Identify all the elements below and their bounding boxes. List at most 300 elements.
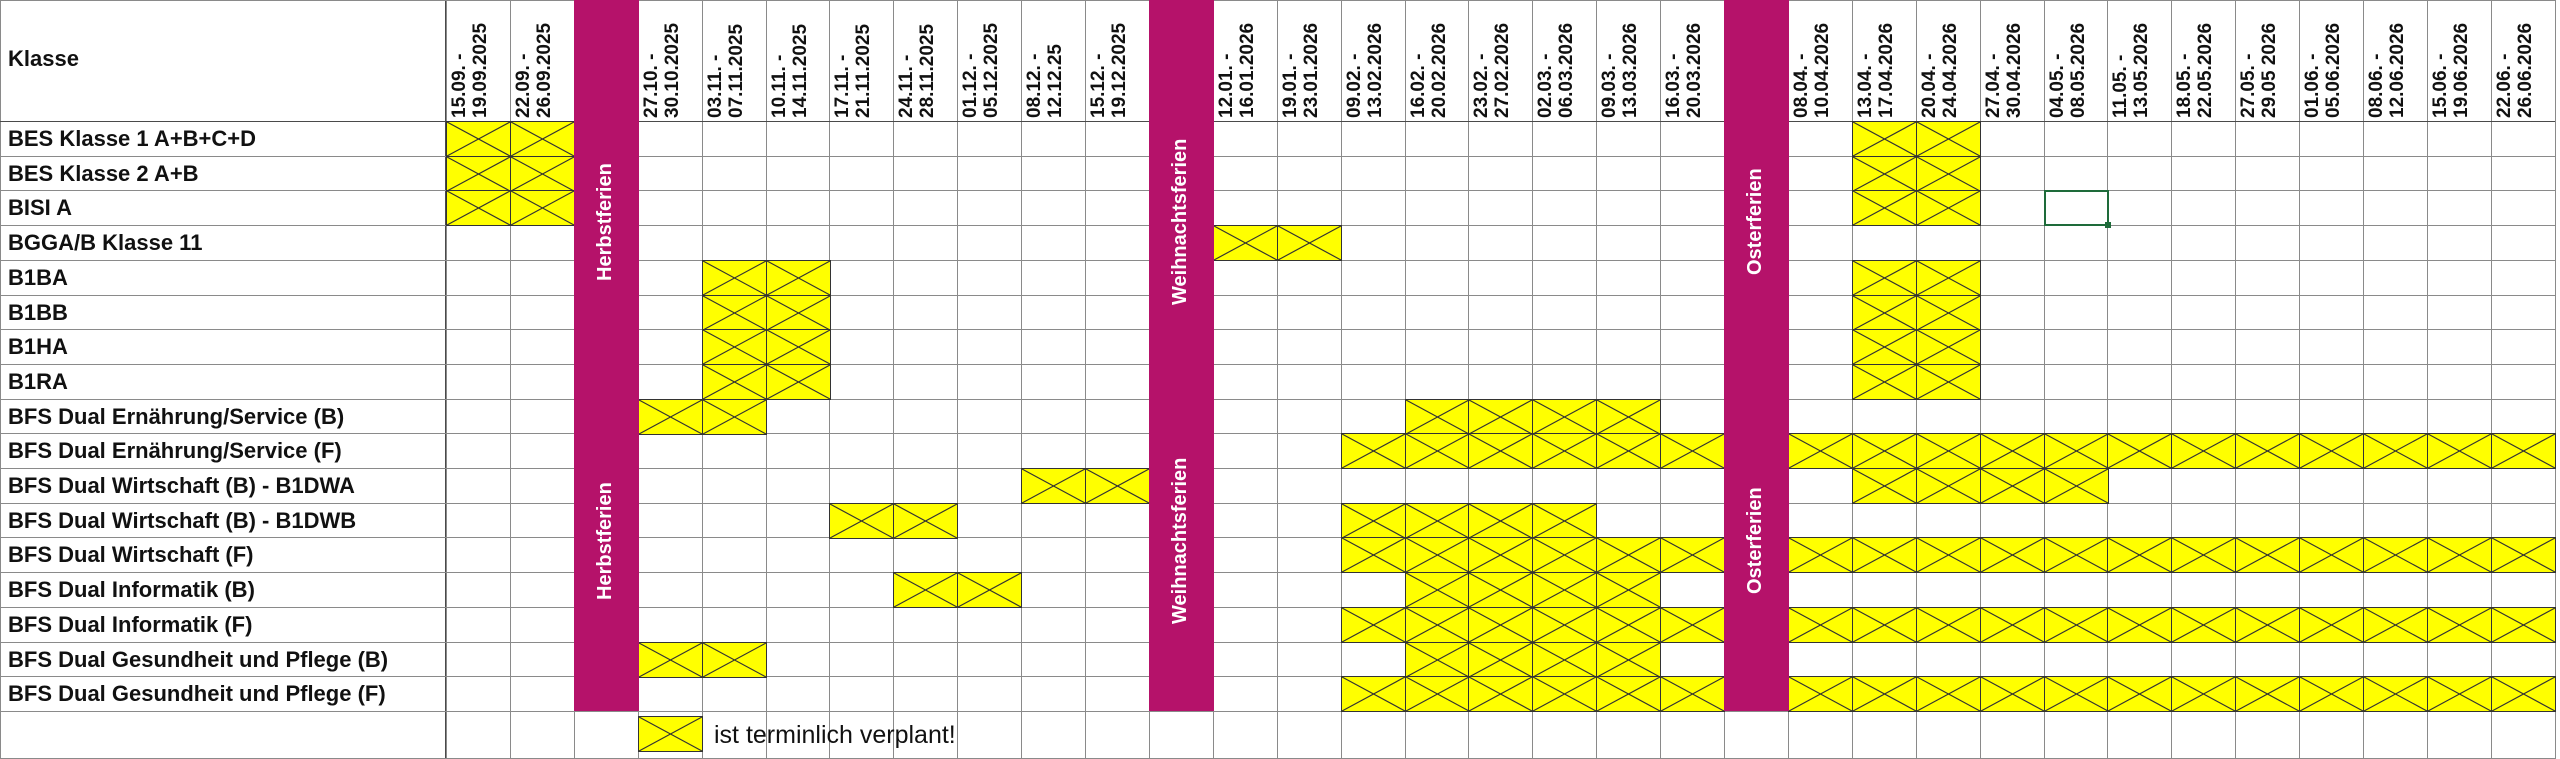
scheduled-cell[interactable] — [446, 156, 511, 192]
scheduled-cell[interactable] — [1852, 329, 1917, 365]
scheduled-cell[interactable] — [1596, 399, 1661, 435]
column-header-line: 26.09.2025 — [533, 22, 555, 118]
cross-pattern-icon — [1917, 608, 1980, 642]
scheduled-cell[interactable] — [1341, 503, 1406, 539]
column-header[interactable] — [1664, 6, 1722, 118]
scheduled-cell[interactable] — [2044, 468, 2109, 504]
scheduled-cell[interactable] — [1532, 572, 1597, 608]
scheduled-cell[interactable] — [1596, 572, 1661, 608]
cross-pattern-icon — [1853, 434, 1916, 468]
column-header[interactable] — [450, 6, 508, 118]
holiday-column[interactable] — [574, 0, 639, 711]
cross-pattern-icon — [1342, 504, 1405, 538]
scheduled-cell[interactable] — [2044, 433, 2109, 469]
cross-pattern-icon — [1789, 538, 1852, 572]
column-header-line: 14.11.2025 — [789, 23, 811, 118]
cross-pattern-icon — [2108, 677, 2171, 711]
scheduled-cell[interactable] — [1532, 399, 1597, 435]
row-label[interactable]: B1HA — [8, 334, 68, 359]
scheduled-cell[interactable] — [1596, 433, 1661, 469]
scheduled-cell[interactable] — [2299, 676, 2364, 712]
column-header-line: 15.12. - — [1088, 53, 1109, 118]
column-header-line: 19.12.2025 — [1108, 22, 1130, 118]
column-header[interactable] — [1536, 6, 1594, 118]
row-label[interactable]: BFS Dual Ernährung/Service (B) — [8, 404, 345, 429]
scheduled-cell[interactable] — [1916, 190, 1981, 226]
cross-pattern-icon — [1406, 677, 1469, 711]
scheduled-cell[interactable] — [2363, 607, 2428, 643]
scheduled-cell[interactable] — [1532, 607, 1597, 643]
column-header[interactable] — [1345, 6, 1403, 118]
cross-pattern-icon — [1917, 677, 1980, 711]
column-header[interactable] — [2048, 6, 2106, 118]
column-header-line: 12.06.2026 — [2386, 22, 2408, 118]
column-header[interactable] — [514, 6, 572, 118]
scheduled-cell[interactable] — [1468, 399, 1533, 435]
scheduled-cell[interactable] — [1660, 433, 1725, 469]
column-header[interactable] — [2239, 6, 2297, 118]
cross-pattern-icon — [1533, 643, 1596, 677]
cross-pattern-icon — [2300, 538, 2363, 572]
scheduled-cell[interactable] — [2107, 607, 2172, 643]
scheduled-cell[interactable] — [1980, 607, 2045, 643]
cross-pattern-icon — [2428, 677, 2491, 711]
row-label[interactable]: BFS Dual Informatik (B) — [8, 577, 255, 602]
scheduled-cell[interactable] — [1405, 642, 1470, 678]
column-header-line: 22.06. - — [2494, 53, 2515, 118]
column-header[interactable] — [2303, 6, 2361, 118]
scheduled-cell[interactable] — [2107, 433, 2172, 469]
legend-text: ist terminlich verplant! — [714, 721, 956, 749]
scheduled-cell[interactable] — [829, 503, 894, 539]
row-label[interactable]: BFS Dual Wirtschaft (B) - B1DWA — [8, 473, 355, 498]
cross-pattern-icon — [1917, 191, 1980, 225]
row-label[interactable]: BES Klasse 2 A+B — [8, 161, 199, 186]
column-header-line: 27.04. - — [1983, 53, 2004, 118]
cross-pattern-icon — [1533, 677, 1596, 711]
column-header-line: 11.05. - — [2110, 54, 2131, 118]
scheduled-cell[interactable] — [510, 190, 575, 226]
cross-pattern-icon — [511, 122, 574, 156]
cross-pattern-icon — [2428, 538, 2491, 572]
cross-pattern-icon — [1406, 504, 1469, 538]
scheduled-cell[interactable] — [1468, 607, 1533, 643]
scheduled-cell[interactable] — [1916, 433, 1981, 469]
column-header[interactable] — [1409, 6, 1467, 118]
scheduled-cell[interactable] — [1852, 433, 1917, 469]
cross-pattern-icon — [1853, 538, 1916, 572]
cross-pattern-icon — [639, 717, 702, 751]
cross-pattern-icon — [1022, 469, 1085, 503]
scheduled-cell[interactable] — [1980, 676, 2045, 712]
cross-pattern-icon — [1661, 677, 1724, 711]
cross-pattern-icon — [1533, 573, 1596, 607]
scheduled-cell[interactable] — [1660, 607, 1725, 643]
column-header-line: 10.11. - — [769, 54, 790, 118]
grid-hline — [0, 364, 2555, 365]
scheduled-cell[interactable] — [1277, 225, 1342, 261]
scheduled-cell[interactable] — [702, 399, 767, 435]
scheduled-cell[interactable] — [2363, 537, 2428, 573]
cross-pattern-icon — [2236, 608, 2299, 642]
column-header[interactable] — [2495, 6, 2553, 118]
cross-pattern-icon — [1917, 538, 1980, 572]
scheduled-cell[interactable] — [2044, 676, 2109, 712]
column-header[interactable] — [1217, 6, 1275, 118]
cross-pattern-icon — [1406, 400, 1469, 434]
column-header[interactable] — [1025, 6, 1083, 118]
scheduled-cell[interactable] — [1596, 607, 1661, 643]
cross-pattern-icon — [1469, 434, 1532, 468]
cross-pattern-icon — [1278, 226, 1341, 260]
grid-hline — [0, 329, 2555, 330]
scheduled-cell[interactable] — [1468, 572, 1533, 608]
column-header[interactable] — [1856, 6, 1914, 118]
cross-pattern-icon — [1342, 434, 1405, 468]
cross-pattern-icon — [1597, 434, 1660, 468]
column-header[interactable] — [2111, 6, 2169, 118]
scheduled-cell[interactable] — [2363, 676, 2428, 712]
scheduled-cell[interactable] — [2299, 607, 2364, 643]
cross-pattern-icon — [1981, 434, 2044, 468]
column-header[interactable] — [1089, 6, 1147, 118]
scheduled-cell[interactable] — [1532, 433, 1597, 469]
cross-pattern-icon — [1342, 608, 1405, 642]
column-header-line: 26.06.2026 — [2514, 22, 2536, 118]
column-header[interactable] — [1600, 6, 1658, 118]
scheduled-cell[interactable] — [446, 121, 511, 157]
cross-pattern-icon — [1597, 608, 1660, 642]
cross-pattern-icon — [2236, 538, 2299, 572]
cross-pattern-icon — [1406, 608, 1469, 642]
row-label[interactable]: BES Klasse 1 A+B+C+D — [8, 126, 257, 151]
scheduled-cell[interactable] — [1468, 642, 1533, 678]
scheduled-cell[interactable] — [1532, 503, 1597, 539]
column-header-line: 15.06. - — [2430, 53, 2451, 118]
cross-pattern-icon — [1981, 608, 2044, 642]
column-header-line: 22.09. - — [513, 53, 534, 118]
cross-pattern-icon — [2045, 434, 2108, 468]
row-label[interactable]: B1BA — [8, 265, 68, 290]
scheduled-cell[interactable] — [2427, 607, 2492, 643]
cross-pattern-icon — [1406, 538, 1469, 572]
scheduled-cell[interactable] — [766, 260, 831, 296]
scheduled-cell[interactable] — [1980, 433, 2045, 469]
scheduled-cell[interactable] — [2235, 607, 2300, 643]
column-header-line: 02.03. - — [1535, 53, 1556, 118]
scheduled-cell[interactable] — [702, 260, 767, 296]
scheduled-cell[interactable] — [2171, 607, 2236, 643]
scheduled-cell[interactable] — [2363, 433, 2428, 469]
scheduled-cell[interactable] — [1852, 121, 1917, 157]
scheduled-cell[interactable] — [1405, 607, 1470, 643]
scheduled-cell[interactable] — [1405, 503, 1470, 539]
scheduled-cell[interactable] — [1852, 156, 1917, 192]
column-header-line: 08.05.2026 — [2067, 22, 2089, 118]
scheduled-cell[interactable] — [1916, 295, 1981, 331]
row-label[interactable]: BFS Dual Informatik (F) — [8, 612, 253, 637]
cross-pattern-icon — [2364, 677, 2427, 711]
row-label[interactable]: B1BB — [8, 300, 68, 325]
grid-hline — [0, 0, 2555, 1]
scheduled-cell[interactable] — [2491, 433, 2556, 469]
scheduled-cell[interactable] — [1916, 121, 1981, 157]
cross-pattern-icon — [2172, 434, 2235, 468]
scheduled-cell[interactable] — [702, 642, 767, 678]
scheduled-cell[interactable] — [1341, 433, 1406, 469]
column-header[interactable] — [706, 6, 764, 118]
scheduled-cell[interactable] — [1596, 642, 1661, 678]
scheduled-cell[interactable] — [1596, 537, 1661, 573]
selected-cell[interactable] — [2044, 190, 2109, 226]
scheduled-cell[interactable] — [2299, 433, 2364, 469]
column-header-line: 23.01.2026 — [1300, 22, 1322, 118]
scheduled-cell[interactable] — [1916, 676, 1981, 712]
cross-pattern-icon — [1853, 261, 1916, 295]
scheduled-cell[interactable] — [2171, 537, 2236, 573]
scheduled-cell[interactable] — [2235, 433, 2300, 469]
cross-pattern-icon — [1406, 434, 1469, 468]
cross-pattern-icon — [1917, 469, 1980, 503]
scheduled-cell[interactable] — [766, 364, 831, 400]
scheduled-cell[interactable] — [1852, 295, 1917, 331]
scheduled-cell[interactable] — [1468, 676, 1533, 712]
scheduled-cell[interactable] — [2235, 676, 2300, 712]
cross-pattern-icon — [639, 400, 702, 434]
cross-pattern-icon — [2172, 677, 2235, 711]
scheduled-cell[interactable] — [1916, 156, 1981, 192]
scheduled-cell[interactable] — [1916, 537, 1981, 573]
scheduled-cell[interactable] — [1852, 260, 1917, 296]
holiday-column[interactable] — [1724, 0, 1789, 711]
holiday-label: Osterferien — [1744, 487, 1766, 594]
cross-pattern-icon — [2492, 677, 2555, 711]
scheduled-cell[interactable] — [638, 642, 703, 678]
scheduled-cell[interactable] — [2491, 537, 2556, 573]
column-header[interactable] — [1792, 6, 1850, 118]
column-header[interactable] — [1920, 6, 1978, 118]
scheduled-cell[interactable] — [1341, 676, 1406, 712]
cross-pattern-icon — [2045, 677, 2108, 711]
cross-pattern-icon — [1597, 677, 1660, 711]
row-label[interactable]: BFS Dual Wirtschaft (F) — [8, 542, 254, 567]
scheduled-cell[interactable] — [1405, 676, 1470, 712]
scheduled-cell[interactable] — [1660, 676, 1725, 712]
column-header-line: 30.10.2025 — [661, 22, 683, 118]
cross-pattern-icon — [1597, 538, 1660, 572]
cross-pattern-icon — [1533, 538, 1596, 572]
column-header-line: 05.06.2026 — [2322, 22, 2344, 118]
cross-pattern-icon — [1533, 504, 1596, 538]
cross-pattern-icon — [830, 504, 893, 538]
scheduled-cell[interactable] — [1916, 364, 1981, 400]
holiday-label: Osterferien — [1744, 168, 1766, 275]
column-header-line: 24.04.2026 — [1939, 22, 1961, 118]
scheduled-cell[interactable] — [2044, 537, 2109, 573]
cross-pattern-icon — [1853, 122, 1916, 156]
scheduled-cell[interactable] — [1852, 364, 1917, 400]
cross-pattern-icon — [1661, 538, 1724, 572]
column-header-line: 16.02. - — [1408, 53, 1429, 118]
scheduled-cell[interactable] — [1532, 537, 1597, 573]
scheduled-cell[interactable] — [2427, 537, 2492, 573]
scheduled-cell[interactable] — [1788, 607, 1853, 643]
column-header-line: 24.11. - — [896, 54, 917, 118]
column-header[interactable] — [770, 6, 828, 118]
scheduled-cell[interactable] — [638, 399, 703, 435]
row-label[interactable]: BGGA/B Klasse 11 — [8, 230, 203, 255]
scheduled-cell[interactable] — [893, 503, 958, 539]
scheduled-cell[interactable] — [1468, 503, 1533, 539]
scheduled-cell[interactable] — [2044, 607, 2109, 643]
column-header-line: 19.09.2025 — [469, 22, 491, 118]
cross-pattern-icon — [2492, 608, 2555, 642]
cross-pattern-icon — [511, 157, 574, 191]
scheduled-cell[interactable] — [1532, 676, 1597, 712]
scheduled-cell[interactable] — [1852, 190, 1917, 226]
column-header-line: 13.05.2026 — [2130, 22, 2152, 118]
scheduled-cell[interactable] — [1916, 260, 1981, 296]
cross-pattern-icon — [1917, 365, 1980, 399]
scheduled-cell[interactable] — [1213, 225, 1278, 261]
column-header-line: 15.09. - — [449, 53, 470, 118]
column-header-line: 08.12. - — [1024, 53, 1045, 118]
cross-pattern-icon — [1853, 677, 1916, 711]
scheduled-cell[interactable] — [2427, 676, 2492, 712]
column-header[interactable] — [2431, 6, 2489, 118]
cross-pattern-icon — [2236, 677, 2299, 711]
cross-pattern-icon — [1917, 434, 1980, 468]
cross-pattern-icon — [767, 365, 830, 399]
column-header-line: 17.04.2026 — [1875, 22, 1897, 118]
scheduled-cell[interactable] — [510, 121, 575, 157]
row-label[interactable]: BFS Dual Gesundheit und Pflege (B) — [8, 647, 389, 672]
column-header-line: 19.01. - — [1280, 53, 1301, 118]
scheduled-cell[interactable] — [957, 572, 1022, 608]
cross-pattern-icon — [1917, 122, 1980, 156]
scheduled-cell[interactable] — [2171, 433, 2236, 469]
scheduled-cell[interactable] — [2491, 676, 2556, 712]
column-header[interactable] — [1281, 6, 1339, 118]
column-header[interactable] — [2367, 6, 2425, 118]
scheduled-cell[interactable] — [1788, 676, 1853, 712]
scheduled-cell[interactable] — [446, 190, 511, 226]
cross-pattern-icon — [447, 157, 510, 191]
scheduled-cell[interactable] — [1405, 572, 1470, 608]
scheduled-cell[interactable] — [1852, 468, 1917, 504]
scheduled-cell[interactable] — [702, 329, 767, 365]
column-header[interactable] — [1984, 6, 2042, 118]
scheduled-cell[interactable] — [893, 572, 958, 608]
row-label[interactable]: BFS Dual Gesundheit und Pflege (F) — [8, 681, 386, 706]
scheduled-cell[interactable] — [1468, 433, 1533, 469]
cross-pattern-icon — [2108, 434, 2171, 468]
row-label[interactable]: BFS Dual Wirtschaft (B) - B1DWB — [8, 508, 357, 533]
scheduled-cell[interactable] — [1085, 468, 1150, 504]
cross-pattern-icon — [1469, 608, 1532, 642]
cross-pattern-icon — [2300, 608, 2363, 642]
column-header[interactable] — [2175, 6, 2233, 118]
scheduled-cell[interactable] — [1532, 642, 1597, 678]
scheduled-cell[interactable] — [2107, 676, 2172, 712]
column-header[interactable] — [833, 6, 891, 118]
column-header-line: 03.11. - — [705, 54, 726, 118]
cross-pattern-icon — [1853, 330, 1916, 364]
column-header[interactable] — [642, 6, 700, 118]
column-header-line: 08.04. - — [1791, 53, 1812, 118]
scheduled-cell[interactable] — [1405, 433, 1470, 469]
scheduled-cell[interactable] — [1852, 607, 1917, 643]
grid-hline — [0, 190, 2555, 191]
cross-pattern-icon — [1981, 538, 2044, 572]
scheduled-cell[interactable] — [1021, 468, 1086, 504]
grid-hline — [0, 399, 2555, 400]
column-header-line: 09.02. - — [1344, 53, 1365, 118]
row-label[interactable]: BISI A — [8, 195, 72, 220]
row-label[interactable]: BFS Dual Ernährung/Service (F) — [8, 438, 342, 463]
column-header[interactable] — [1472, 6, 1530, 118]
cross-pattern-icon — [1789, 434, 1852, 468]
cross-pattern-icon — [1789, 608, 1852, 642]
scheduled-cell[interactable] — [2107, 537, 2172, 573]
column-header[interactable] — [897, 6, 955, 118]
scheduled-cell[interactable] — [1341, 607, 1406, 643]
column-header-line: 16.03. - — [1663, 53, 1684, 118]
scheduled-cell[interactable] — [702, 295, 767, 331]
scheduled-cell[interactable] — [1916, 468, 1981, 504]
column-header-line: 20.02.2026 — [1428, 22, 1450, 118]
scheduled-cell[interactable] — [1660, 537, 1725, 573]
scheduled-cell[interactable] — [1916, 329, 1981, 365]
scheduled-cell[interactable] — [766, 295, 831, 331]
scheduled-cell[interactable] — [1916, 607, 1981, 643]
cross-pattern-icon — [703, 261, 766, 295]
scheduled-cell[interactable] — [1468, 537, 1533, 573]
scheduled-cell[interactable] — [1788, 537, 1853, 573]
column-header-line: 19.06.2026 — [2450, 22, 2472, 118]
cross-pattern-icon — [1469, 504, 1532, 538]
cross-pattern-icon — [1853, 296, 1916, 330]
scheduled-cell[interactable] — [1405, 399, 1470, 435]
scheduled-cell[interactable] — [1341, 537, 1406, 573]
header-klasse[interactable]: Klasse — [8, 46, 79, 71]
scheduled-cell[interactable] — [510, 156, 575, 192]
column-header[interactable] — [961, 6, 1019, 118]
scheduled-cell[interactable] — [1852, 676, 1917, 712]
cross-pattern-icon — [1597, 643, 1660, 677]
cross-pattern-icon — [1981, 469, 2044, 503]
scheduled-cell[interactable] — [1596, 676, 1661, 712]
scheduled-cell[interactable] — [2171, 676, 2236, 712]
scheduled-cell[interactable] — [1405, 537, 1470, 573]
scheduled-cell[interactable] — [702, 364, 767, 400]
column-header-line: 05.12.2025 — [980, 22, 1002, 118]
row-label[interactable]: B1RA — [8, 369, 68, 394]
scheduled-cell[interactable] — [1852, 537, 1917, 573]
scheduled-cell[interactable] — [1980, 468, 2045, 504]
scheduled-cell[interactable] — [2427, 433, 2492, 469]
scheduled-cell[interactable] — [1980, 537, 2045, 573]
scheduled-cell[interactable] — [1788, 433, 1853, 469]
scheduled-cell[interactable] — [766, 329, 831, 365]
holiday-label: Herbstferien — [594, 163, 616, 281]
cross-pattern-icon — [447, 122, 510, 156]
scheduled-cell[interactable] — [2491, 607, 2556, 643]
cross-pattern-icon — [2172, 608, 2235, 642]
cross-pattern-icon — [767, 261, 830, 295]
scheduled-cell[interactable] — [2299, 537, 2364, 573]
scheduled-cell[interactable] — [2235, 537, 2300, 573]
